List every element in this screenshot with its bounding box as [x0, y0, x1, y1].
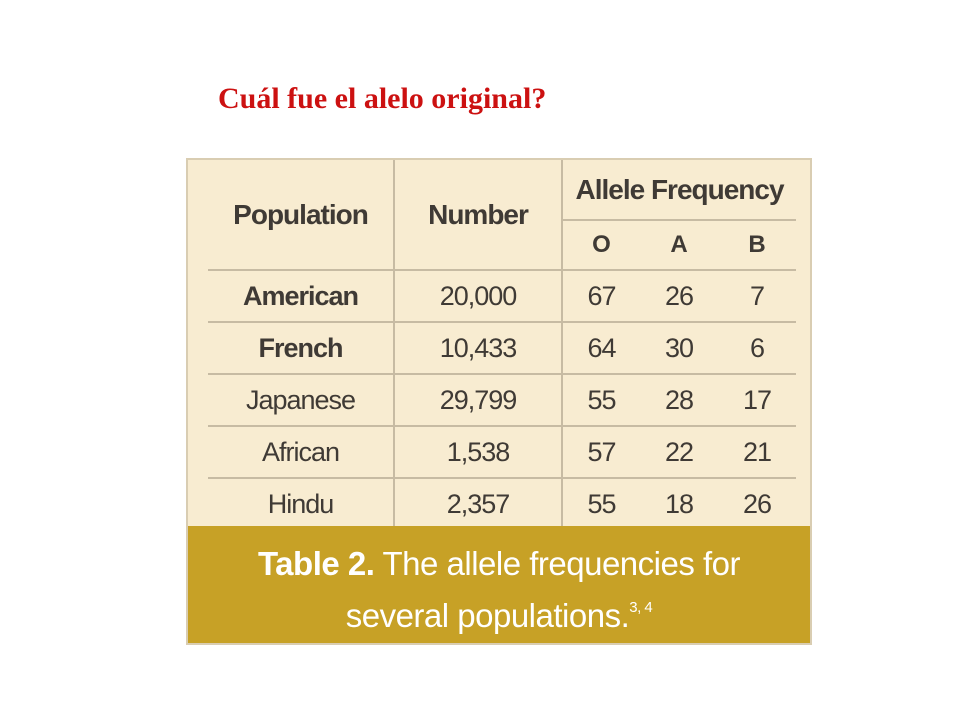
- number-cell: 1,538: [394, 426, 562, 478]
- allele-b-cell: 26: [742, 488, 772, 519]
- header-population: Population: [208, 160, 394, 270]
- allele-frequency-table: [208, 160, 796, 529]
- allele-a-cell: 22: [640, 426, 718, 478]
- header-allele-o: O: [562, 220, 640, 270]
- table-row: [208, 478, 796, 529]
- table-caption: [188, 526, 810, 643]
- header-number: Number: [394, 160, 562, 270]
- population-cell: African: [208, 426, 394, 478]
- table-figure: [186, 158, 812, 645]
- population-cell: American: [208, 270, 394, 322]
- header-allele-a: A: [640, 220, 718, 270]
- caption-citation: 3, 4: [629, 599, 653, 616]
- number-cell: 2,357: [394, 478, 562, 529]
- allele-a-cell: 26: [640, 270, 718, 322]
- allele-o-cell: 64: [562, 322, 640, 374]
- allele-b-cell: 7: [718, 270, 796, 322]
- allele-b-cell: 17: [718, 374, 796, 426]
- table-row: [208, 374, 796, 426]
- allele-a-cell: 18: [664, 488, 694, 519]
- table-row: [208, 270, 796, 322]
- allele-a-cell: 28: [640, 374, 718, 426]
- population-cell: French: [208, 322, 394, 374]
- allele-o-cell: 67: [562, 270, 640, 322]
- caption-line-1: [188, 542, 810, 586]
- header-allele-frequency: Allele Frequency: [562, 160, 796, 220]
- table-row: [208, 322, 796, 374]
- number-cell: 10,433: [394, 322, 562, 374]
- number-cell: 29,799: [394, 374, 562, 426]
- population-cell: Hindu: [208, 478, 394, 529]
- slide-title: Cuál fue el alelo original?: [218, 82, 547, 115]
- allele-o-cell: 57: [562, 426, 640, 478]
- table-row: [208, 426, 796, 478]
- caption-line-2-text: several populations.: [345, 597, 630, 634]
- population-cell: Japanese: [208, 374, 394, 426]
- allele-o-cell: 55: [587, 488, 616, 519]
- caption-label: Table 2.: [257, 545, 375, 582]
- allele-b-cell: 21: [718, 426, 796, 478]
- number-cell: 20,000: [394, 270, 562, 322]
- caption-line-1-text: The allele frequencies for: [382, 545, 741, 582]
- header-allele-b: B: [718, 220, 796, 270]
- caption-line-2: [188, 586, 810, 638]
- allele-a-cell: 30: [640, 322, 718, 374]
- allele-o-cell: 55: [562, 374, 640, 426]
- allele-b-cell: 6: [718, 322, 796, 374]
